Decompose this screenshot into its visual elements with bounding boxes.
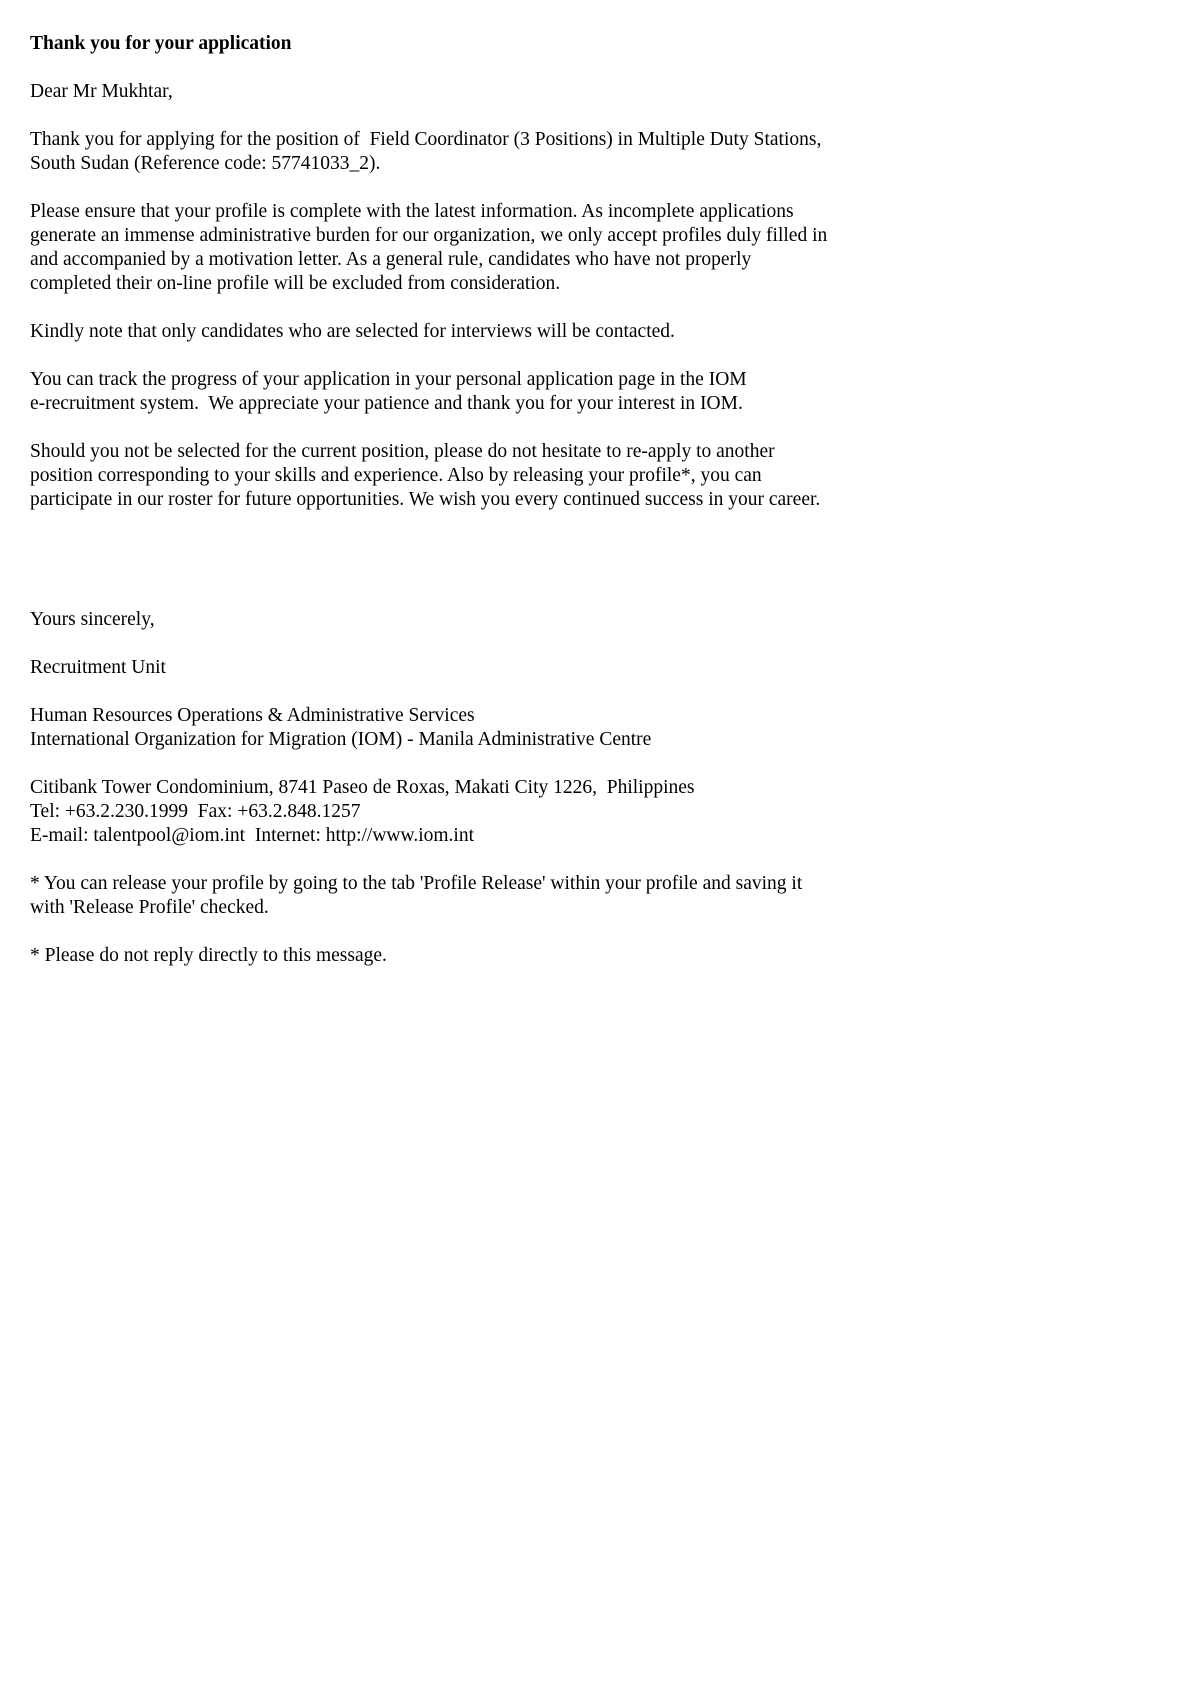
text-line: International Organization for Migration (IOM) - Manila Administrative Centre [30,729,652,750]
email-web-line: E-mail: talentpool@iom.int Internet: http://www.iom.int [30,825,475,846]
paragraph-profile-completion [30,200,1030,296]
text-line: You can track the progress of your application in your personal application page in the IOM [30,369,747,390]
paragraph-track-progress [30,368,1030,416]
text-line: * You can release your profile by going to the tab 'Profile Release' within your profile and saving it [30,873,803,894]
blank-space [30,512,1030,608]
text-line: with 'Release Profile' checked. [30,897,269,918]
footnote-profile-release [30,872,1030,920]
organization-block [30,704,1030,752]
document-title: Thank you for your application [30,33,292,54]
text-line: South Sudan (Reference code: 57741033_2). [30,153,381,174]
paragraph-reapply [30,440,1030,512]
salutation: Dear Mr Mukhtar, [30,81,173,102]
email-document [30,32,1030,992]
phone-fax-line: Tel: +63.2.230.1999 Fax: +63.2.848.1257 [30,801,361,822]
text-line: completed their on-line profile will be excluded from consideration. [30,273,561,294]
text-line: participate in our roster for future opportunities. We wish you every continued success in your career. [30,489,821,510]
text-line: Should you not be selected for the current position, please do not hesitate to re-apply to another [30,441,775,462]
closing: Yours sincerely, [30,609,155,630]
paragraph-interview-note: Kindly note that only candidates who are selected for interviews will be contacted. [30,321,675,342]
address-line: Citibank Tower Condominium, 8741 Paseo de Roxas, Makati City 1226, Philippines [30,777,695,798]
text-line: Human Resources Operations & Administrative Services [30,705,475,726]
text-line: and accompanied by a motivation letter. As a general rule, candidates who have not properly [30,249,752,270]
paragraph-application-confirmation [30,128,1030,176]
text-line: e-recruitment system. We appreciate your patience and thank you for your interest in IOM. [30,393,743,414]
text-line: position corresponding to your skills and experience. Also by releasing your profile*, you can [30,465,762,486]
text-line: Thank you for applying for the position of Field Coordinator (3 Positions) in Multiple Duty Stations, [30,129,822,150]
signature-unit: Recruitment Unit [30,657,166,678]
contact-block [30,776,1030,848]
footnote-no-reply: * Please do not reply directly to this message. [30,945,387,966]
text-line: generate an immense administrative burden for our organization, we only accept profiles duly filled in [30,225,828,246]
text-line: Please ensure that your profile is complete with the latest information. As incomplete applications [30,201,794,222]
